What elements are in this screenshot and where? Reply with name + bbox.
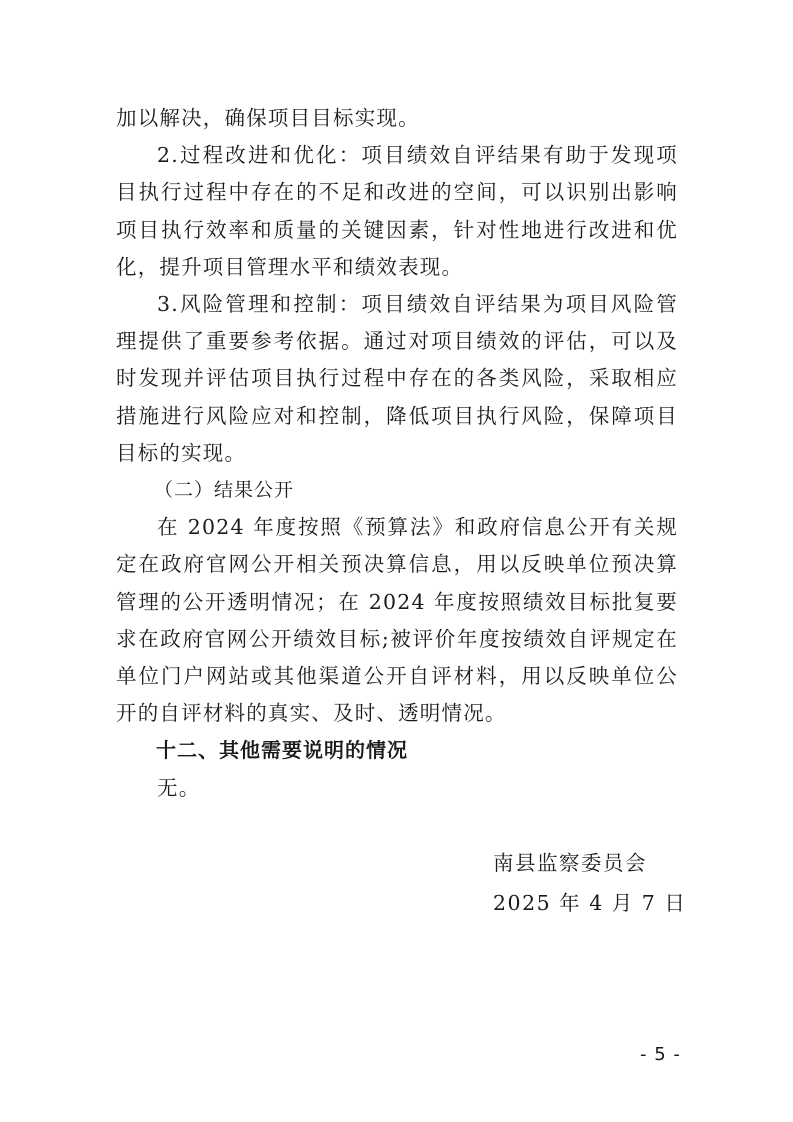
paragraph-process-improvement: 2.过程改进和优化：项目绩效自评结果有助于发现项目执行过程中存在的不足和改进的空间，可以识别出影响项目执行效率和质量的关键因素，针对性地进行改进和优化，提升项目管理水平和绩效表现。	[116, 143, 678, 279]
subheading-results-disclosure: （二）结果公开	[154, 479, 295, 502]
page-number: - 5 -	[640, 1044, 681, 1065]
signature-date: 2025 年 4 月 7 日	[493, 891, 687, 915]
section-heading-other: 十二、其他需要说明的情况	[156, 738, 408, 763]
signature-block	[493, 843, 686, 923]
paragraph-continuation: 加以解决，确保项目目标实现。	[116, 106, 420, 130]
paragraph-disclosure: 在 2024 年度按照《预算法》和政府信息公开有关规定在政府官网公开相关预决算信息，用以反映单位预决算管理的公开透明情况；在 2024 年度按照绩效目标批复要求在政府官网公开绩效目标;被评价年度按绩效自评规定在单位门户网站或其他渠道公开自评材料，用以反映单位公开的自评材料的真实、及时、透明情况。	[116, 515, 678, 726]
paragraph-risk-management: 3.风险管理和控制：项目绩效自评结果为项目风险管理提供了重要参考依据。通过对项目绩效的评估，可以及时发现并评估项目执行过程中存在的各类风险，采取相应措施进行风险应对和控制，降低项目执行风险，保障项目目标的实现。	[116, 292, 678, 465]
signature-organization: 南县监察委员会	[493, 851, 647, 875]
document-body	[116, 100, 678, 807]
paragraph-none: 无。	[157, 775, 201, 800]
